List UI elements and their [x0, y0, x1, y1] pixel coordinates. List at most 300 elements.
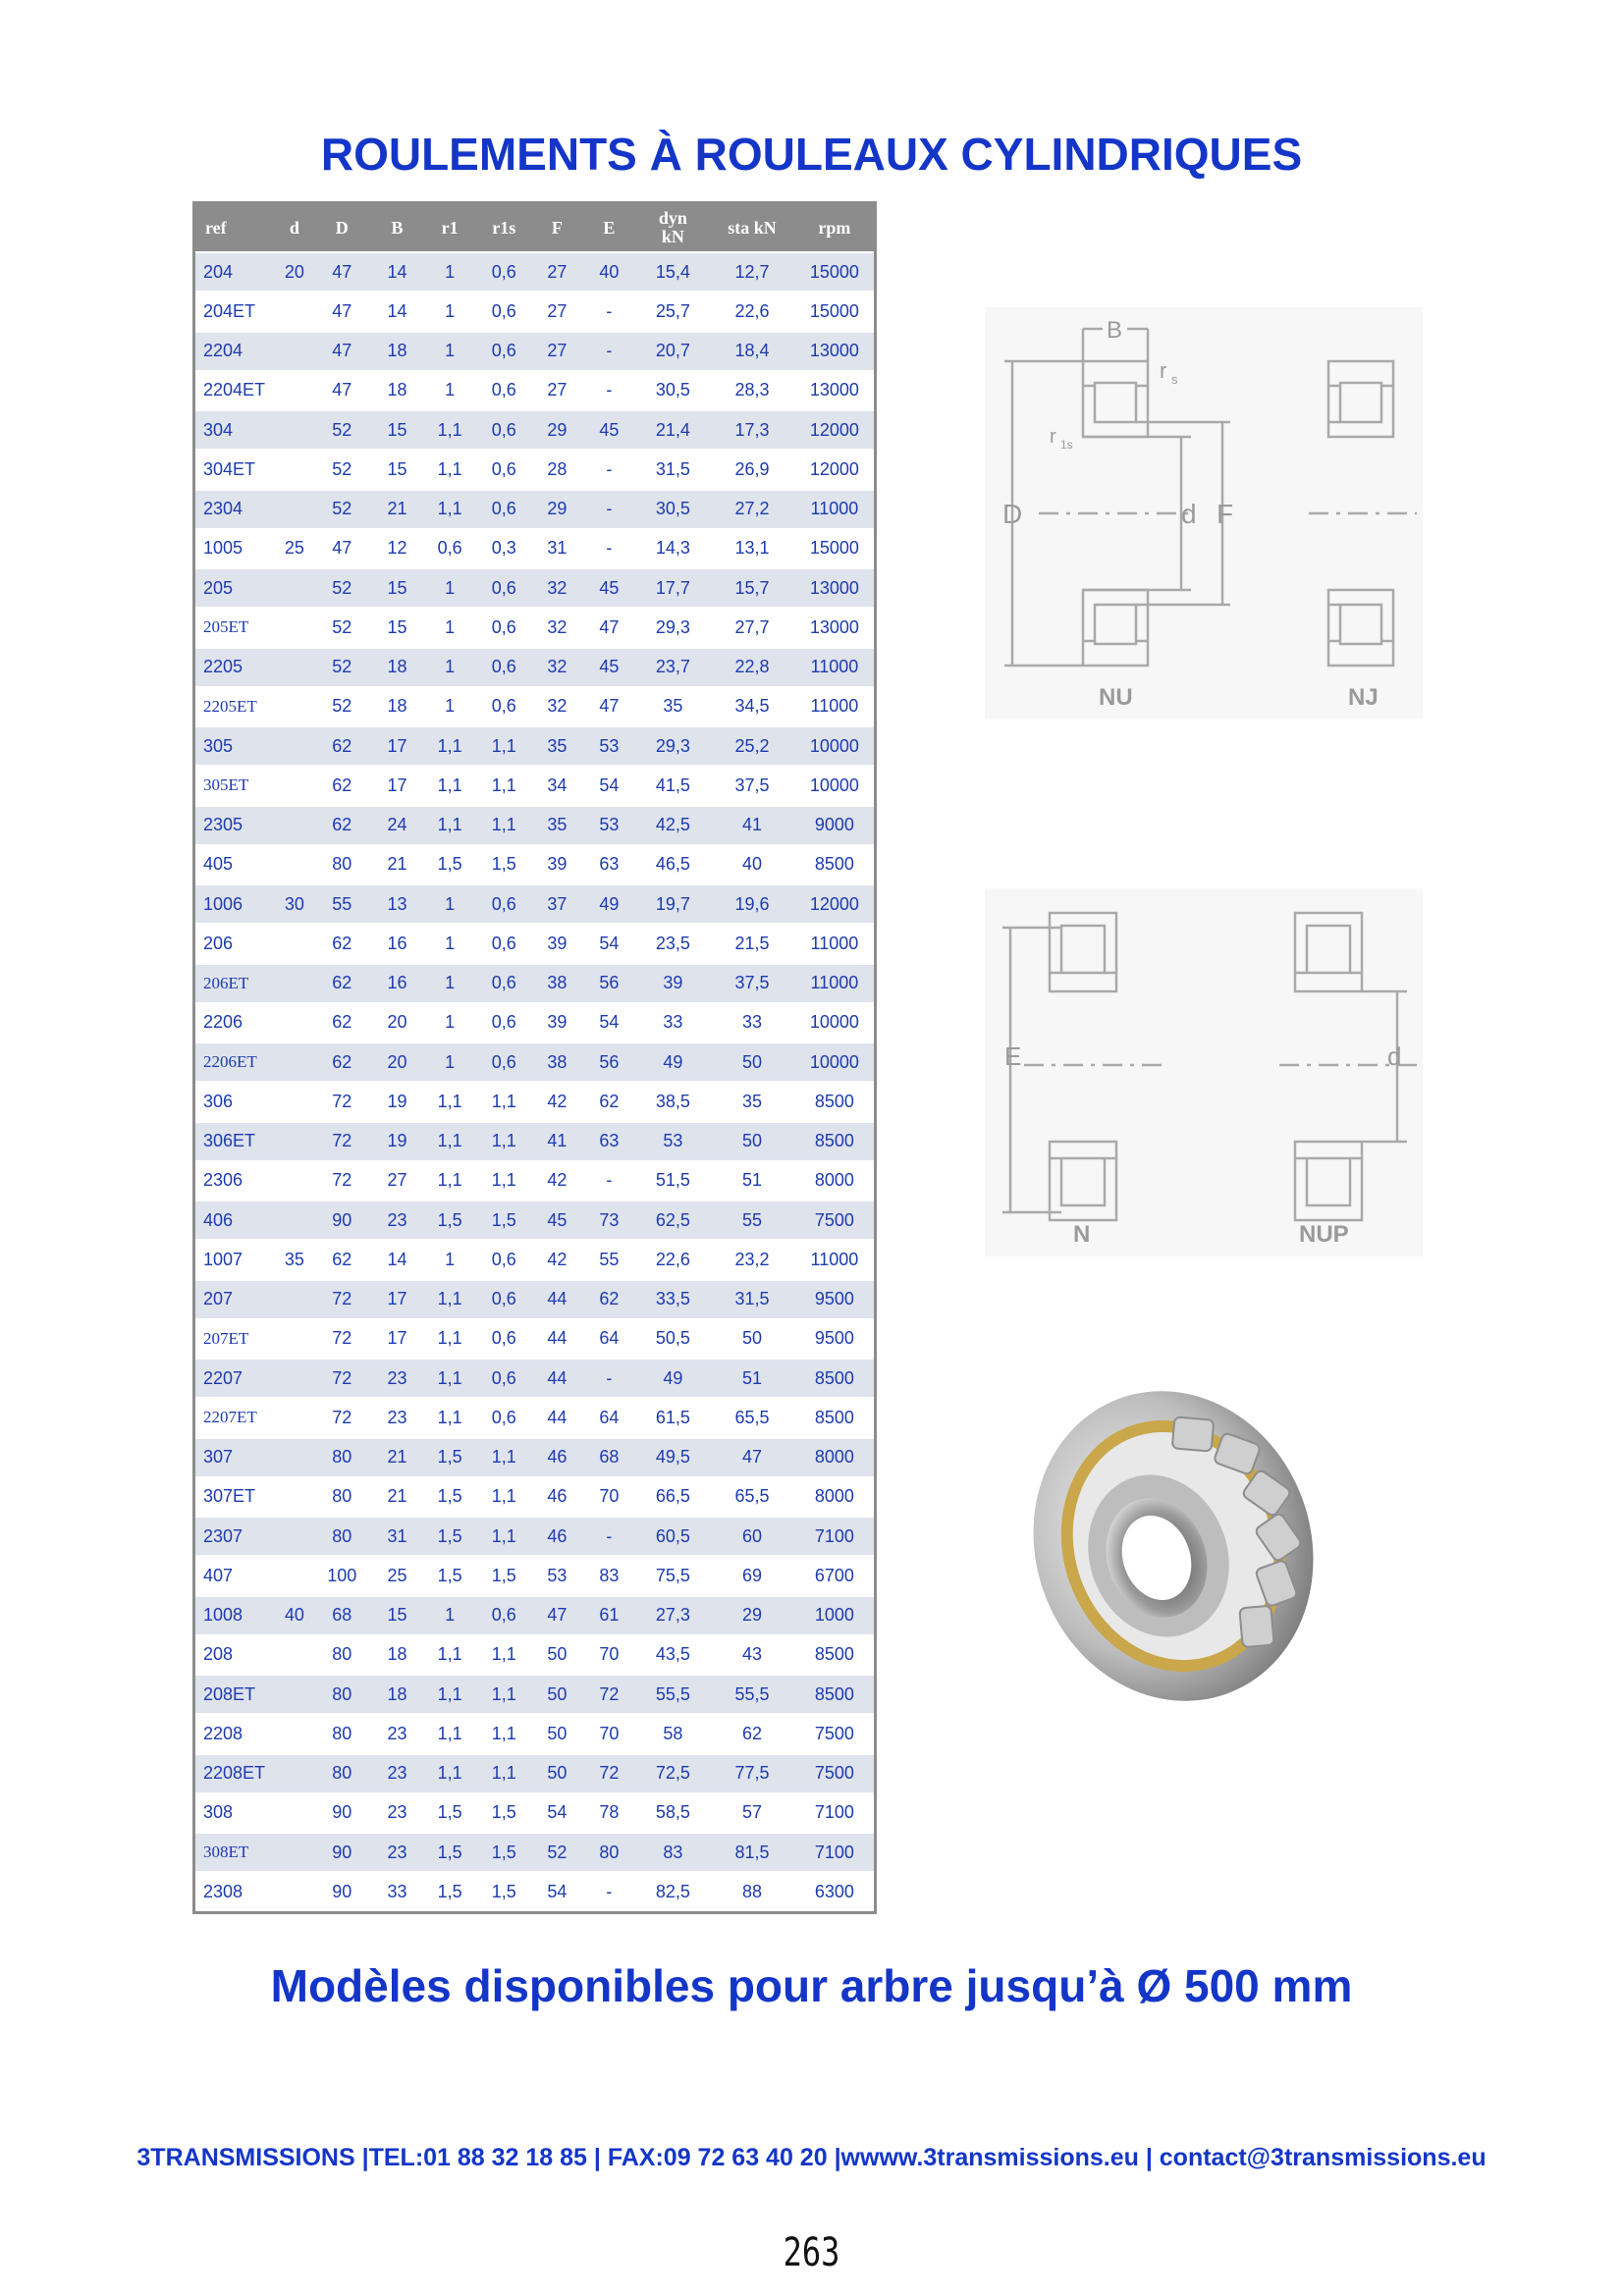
- table-cell: 47: [314, 292, 370, 331]
- label-D: D: [1002, 499, 1023, 529]
- cell-ref: 305ET: [195, 766, 275, 805]
- table-cell: 8500: [795, 1675, 874, 1714]
- table-cell: 60: [709, 1517, 794, 1556]
- table-cell: 1,5: [424, 1438, 475, 1477]
- table-cell: 1,5: [424, 1556, 475, 1595]
- table-cell: 82,5: [636, 1872, 709, 1910]
- table-cell: 41,5: [636, 766, 709, 805]
- table-cell: 0,6: [475, 252, 532, 292]
- table-cell: [275, 292, 314, 331]
- cell-ref: 407: [195, 1556, 275, 1595]
- table-cell: 12000: [795, 410, 874, 450]
- table-cell: 35: [275, 1240, 314, 1279]
- cell-ref: 2205ET: [195, 687, 275, 726]
- table-cell: 8500: [795, 1635, 874, 1675]
- table-cell: 45: [581, 648, 636, 687]
- table-cell: 50: [532, 1635, 581, 1675]
- table-cell: 1,1: [475, 1635, 532, 1675]
- table-cell: 9500: [795, 1319, 874, 1359]
- table-cell: 8500: [795, 845, 874, 884]
- table-cell: 54: [581, 766, 636, 805]
- table-cell: 51: [709, 1359, 794, 1398]
- table-cell: [275, 726, 314, 766]
- cell-ref: 306ET: [195, 1122, 275, 1161]
- table-cell: 72,5: [636, 1754, 709, 1793]
- table-cell: 1,5: [475, 1793, 532, 1833]
- page-title: ROULEMENTS À ROULEAUX CYLINDRIQUES: [320, 129, 1303, 180]
- table-cell: 53: [636, 1122, 709, 1161]
- table-cell: 8000: [795, 1438, 874, 1477]
- table-cell: 12000: [795, 450, 874, 489]
- table-cell: 17,3: [709, 410, 794, 450]
- table-cell: 1,1: [424, 726, 475, 766]
- table-cell: 28: [532, 450, 581, 489]
- table-cell: 6700: [795, 1556, 874, 1595]
- table-cell: 58: [636, 1714, 709, 1753]
- table-cell: 61: [581, 1596, 636, 1635]
- table-cell: 62,5: [636, 1201, 709, 1240]
- table-cell: 70: [581, 1635, 636, 1675]
- table-cell: 40: [581, 252, 636, 292]
- table-cell: [275, 1872, 314, 1910]
- label-d: d: [1181, 499, 1197, 529]
- table-cell: 10000: [795, 1003, 874, 1042]
- table-cell: 17: [370, 1280, 424, 1319]
- table-cell: 23,5: [636, 924, 709, 963]
- table-cell: 1,1: [424, 1675, 475, 1714]
- table-cell: 27,2: [709, 490, 794, 529]
- table-cell: 1,5: [424, 1201, 475, 1240]
- cell-ref: 406: [195, 1201, 275, 1240]
- table-cell: 1: [424, 371, 475, 410]
- table-cell: 55: [314, 884, 370, 924]
- nu-nj-diagram: [985, 307, 1423, 720]
- table-row: [195, 1714, 874, 1753]
- table-cell: 32: [532, 648, 581, 687]
- table-cell: 0,6: [475, 371, 532, 410]
- header-d: d: [275, 204, 314, 252]
- table-cell: [275, 1793, 314, 1833]
- label-d2: d: [1387, 1041, 1402, 1071]
- table-cell: 1,1: [424, 490, 475, 529]
- table-cell: 55,5: [636, 1675, 709, 1714]
- table-row: [195, 1596, 874, 1635]
- table-cell: 47: [581, 687, 636, 726]
- table-cell: 0,6: [475, 687, 532, 726]
- cell-ref: 205ET: [195, 608, 275, 647]
- table-cell: 50: [532, 1714, 581, 1753]
- page-number: 263: [783, 2230, 840, 2275]
- bearing-table: [192, 201, 877, 1914]
- cell-ref: 2208: [195, 1714, 275, 1753]
- table-cell: 19,6: [709, 884, 794, 924]
- table-cell: 18: [370, 371, 424, 410]
- cell-ref: 206ET: [195, 964, 275, 1003]
- cell-ref: 1008: [195, 1596, 275, 1635]
- table-cell: 33: [636, 1003, 709, 1042]
- table-cell: 11000: [795, 648, 874, 687]
- table-cell: 56: [581, 964, 636, 1003]
- table-cell: 0,6: [475, 450, 532, 489]
- table-cell: 40: [709, 845, 794, 884]
- table-cell: 80: [314, 1635, 370, 1675]
- table-cell: 81,5: [709, 1833, 794, 1872]
- table-cell: 45: [581, 410, 636, 450]
- table-cell: 41: [709, 806, 794, 845]
- table-cell: 10000: [795, 766, 874, 805]
- table-cell: 1000: [795, 1596, 874, 1635]
- table-cell: 47: [581, 608, 636, 647]
- table-cell: 23: [370, 1793, 424, 1833]
- table-cell: 51,5: [636, 1161, 709, 1201]
- table-cell: 10000: [795, 726, 874, 766]
- table-cell: 0,6: [475, 1240, 532, 1279]
- table-cell: [275, 1201, 314, 1240]
- cell-ref: 1006: [195, 884, 275, 924]
- table-cell: 20,7: [636, 332, 709, 371]
- table-cell: 62: [581, 1280, 636, 1319]
- table-row: [195, 845, 874, 884]
- table-cell: 54: [581, 1003, 636, 1042]
- table-cell: 1,1: [475, 1714, 532, 1753]
- table-row: [195, 1280, 874, 1319]
- table-cell: 49: [636, 1359, 709, 1398]
- table-cell: 15000: [795, 529, 874, 568]
- table-cell: 1: [424, 1003, 475, 1042]
- bearing-photo: [1011, 1369, 1355, 1713]
- label-rs-sub: s: [1171, 372, 1178, 387]
- table-row: [195, 529, 874, 568]
- table-cell: [275, 1438, 314, 1477]
- table-cell: 72: [581, 1754, 636, 1793]
- table-row: [195, 1161, 874, 1201]
- table-row: [195, 1793, 874, 1833]
- table-cell: 0,6: [475, 1319, 532, 1359]
- table-cell: 46: [532, 1517, 581, 1556]
- table-cell: 62: [314, 964, 370, 1003]
- table-cell: 46,5: [636, 845, 709, 884]
- table-cell: 72: [314, 1161, 370, 1201]
- table-cell: 50: [532, 1675, 581, 1714]
- cell-ref: 204: [195, 252, 275, 292]
- table-row: [195, 964, 874, 1003]
- table-cell: 29,3: [636, 726, 709, 766]
- table-cell: 1,5: [424, 1793, 475, 1833]
- table-cell: 62: [314, 766, 370, 805]
- header-r1s: r1s: [475, 204, 532, 252]
- table-cell: 23: [370, 1714, 424, 1753]
- cell-ref: 2207: [195, 1359, 275, 1398]
- table-cell: 90: [314, 1201, 370, 1240]
- table-cell: 13000: [795, 608, 874, 647]
- table-cell: 32: [532, 568, 581, 608]
- table-cell: 34,5: [709, 687, 794, 726]
- table-cell: 8000: [795, 1477, 874, 1517]
- table-cell: 1: [424, 964, 475, 1003]
- table-cell: -: [581, 529, 636, 568]
- cell-ref: 2306: [195, 1161, 275, 1201]
- table-cell: 28,3: [709, 371, 794, 410]
- table-cell: 52: [314, 410, 370, 450]
- table-cell: -: [581, 1872, 636, 1910]
- cell-ref: 305: [195, 726, 275, 766]
- table-cell: 1: [424, 687, 475, 726]
- table-cell: 1,5: [424, 1477, 475, 1517]
- table-cell: 33: [370, 1872, 424, 1910]
- table-cell: 21,5: [709, 924, 794, 963]
- table-cell: 53: [581, 726, 636, 766]
- table-row: [195, 1359, 874, 1398]
- table-cell: 44: [532, 1280, 581, 1319]
- table-cell: 55: [709, 1201, 794, 1240]
- cell-ref: 2304: [195, 490, 275, 529]
- cell-ref: 1007: [195, 1240, 275, 1279]
- table-cell: [275, 1635, 314, 1675]
- table-cell: 0,6: [475, 1359, 532, 1398]
- table-cell: 11000: [795, 490, 874, 529]
- table-cell: 52: [314, 687, 370, 726]
- table-cell: 15: [370, 608, 424, 647]
- table-cell: 60,5: [636, 1517, 709, 1556]
- table-row: [195, 1240, 874, 1279]
- table-row: [195, 1477, 874, 1517]
- table-cell: 25,2: [709, 726, 794, 766]
- table-cell: 25: [275, 529, 314, 568]
- table-cell: 35: [532, 806, 581, 845]
- table-cell: 68: [314, 1596, 370, 1635]
- table-cell: 27,3: [636, 1596, 709, 1635]
- table-cell: 1,1: [475, 1675, 532, 1714]
- table-cell: 13000: [795, 371, 874, 410]
- table-cell: 1,1: [424, 766, 475, 805]
- table-cell: 72: [314, 1398, 370, 1437]
- table-cell: 55: [581, 1240, 636, 1279]
- table-cell: [275, 1161, 314, 1201]
- table-row: [195, 648, 874, 687]
- table-cell: 0,6: [475, 1003, 532, 1042]
- table-cell: 62: [314, 726, 370, 766]
- table-cell: 0,3: [475, 529, 532, 568]
- table-cell: 37,5: [709, 766, 794, 805]
- table-cell: 50,5: [636, 1319, 709, 1359]
- table-cell: -: [581, 1517, 636, 1556]
- table-row: [195, 1438, 874, 1477]
- table-cell: 1,5: [424, 1517, 475, 1556]
- table-row: [195, 410, 874, 450]
- table-cell: 80: [314, 1438, 370, 1477]
- table-cell: 23: [370, 1754, 424, 1793]
- table-cell: 15000: [795, 252, 874, 292]
- table-cell: 1,5: [475, 1872, 532, 1910]
- table-cell: 11000: [795, 1240, 874, 1279]
- cell-ref: 2307: [195, 1517, 275, 1556]
- table-cell: 52: [314, 608, 370, 647]
- label-N: N: [1073, 1221, 1091, 1248]
- cell-ref: 206: [195, 924, 275, 963]
- table-cell: 0,6: [475, 292, 532, 331]
- table-cell: 88: [709, 1872, 794, 1910]
- table-cell: 8500: [795, 1398, 874, 1437]
- table-cell: [275, 845, 314, 884]
- table-cell: 14: [370, 292, 424, 331]
- table-cell: 65,5: [709, 1477, 794, 1517]
- table-cell: 31: [532, 529, 581, 568]
- cell-ref: 2206ET: [195, 1042, 275, 1082]
- table-cell: 1,1: [475, 1082, 532, 1121]
- table-cell: 23: [370, 1201, 424, 1240]
- table-row: [195, 884, 874, 924]
- table-cell: [275, 1042, 314, 1082]
- table-cell: -: [581, 371, 636, 410]
- table-cell: 7500: [795, 1714, 874, 1753]
- table-cell: 1,5: [475, 1556, 532, 1595]
- table-cell: 1,1: [424, 1398, 475, 1437]
- table-cell: 18: [370, 687, 424, 726]
- table-cell: [275, 964, 314, 1003]
- table-cell: 0,6: [475, 568, 532, 608]
- table-cell: 1,1: [475, 806, 532, 845]
- table-cell: 25,7: [636, 292, 709, 331]
- table-cell: 1,1: [424, 450, 475, 489]
- table-cell: 19: [370, 1122, 424, 1161]
- table-cell: [275, 1675, 314, 1714]
- table-row: [195, 1675, 874, 1714]
- table-cell: 0,6: [475, 1596, 532, 1635]
- table-cell: 32: [532, 608, 581, 647]
- cell-ref: 304: [195, 410, 275, 450]
- table-cell: [275, 766, 314, 805]
- table-cell: 58,5: [636, 1793, 709, 1833]
- table-cell: 29: [709, 1596, 794, 1635]
- table-cell: 35: [709, 1082, 794, 1121]
- table-cell: 72: [314, 1319, 370, 1359]
- table-cell: 75,5: [636, 1556, 709, 1595]
- table-cell: 100: [314, 1556, 370, 1595]
- table-cell: 1,1: [475, 726, 532, 766]
- table-cell: 17: [370, 766, 424, 805]
- table-cell: 80: [314, 1754, 370, 1793]
- table-row: [195, 1872, 874, 1910]
- table-cell: 44: [532, 1319, 581, 1359]
- table-cell: 0,6: [424, 529, 475, 568]
- table-cell: 15,7: [709, 568, 794, 608]
- table-row: [195, 1201, 874, 1240]
- table-cell: 8000: [795, 1161, 874, 1201]
- table-cell: 1,1: [475, 1477, 532, 1517]
- table-header-row: [195, 204, 874, 252]
- table-cell: 47: [314, 252, 370, 292]
- table-row: [195, 1833, 874, 1872]
- table-cell: 7500: [795, 1754, 874, 1793]
- table-cell: 72: [581, 1675, 636, 1714]
- table-cell: [275, 1754, 314, 1793]
- table-cell: -: [581, 292, 636, 331]
- table-cell: 1,1: [424, 1161, 475, 1201]
- table-row: [195, 726, 874, 766]
- table-cell: 1,1: [424, 1635, 475, 1675]
- table-cell: 64: [581, 1319, 636, 1359]
- table-cell: [275, 1122, 314, 1161]
- table-cell: 1,1: [424, 1754, 475, 1793]
- table-cell: [275, 371, 314, 410]
- table-cell: 80: [314, 1675, 370, 1714]
- label-E: E: [1004, 1041, 1022, 1071]
- table-cell: 78: [581, 1793, 636, 1833]
- cell-ref: 307: [195, 1438, 275, 1477]
- table-row: [195, 806, 874, 845]
- table-cell: 7100: [795, 1793, 874, 1833]
- label-r1s-sub: 1s: [1060, 438, 1073, 452]
- table-cell: 49: [581, 884, 636, 924]
- table-row: [195, 924, 874, 963]
- cell-ref: 204ET: [195, 292, 275, 331]
- table-cell: 62: [314, 806, 370, 845]
- table-row: [195, 252, 874, 292]
- table-cell: -: [581, 1359, 636, 1398]
- table-cell: [275, 1833, 314, 1872]
- header-dyn: dyn kN: [636, 204, 709, 252]
- table-cell: 50: [709, 1042, 794, 1082]
- table-cell: 0,6: [475, 924, 532, 963]
- table-cell: 22,6: [636, 1240, 709, 1279]
- table-cell: 47: [532, 1596, 581, 1635]
- table-row: [195, 1754, 874, 1793]
- contact-footer: 3TRANSMISSIONS |TEL:01 88 32 18 85 | FAX:09 72 63 40 20 |wwww.3transmissions.eu | contact@3transmissions.eu: [136, 2144, 1487, 2171]
- table-cell: 65,5: [709, 1398, 794, 1437]
- table-cell: 1: [424, 924, 475, 963]
- table-cell: 1: [424, 648, 475, 687]
- table-cell: 11000: [795, 964, 874, 1003]
- table-cell: 1,1: [475, 1438, 532, 1477]
- table-cell: 19,7: [636, 884, 709, 924]
- table-cell: 44: [532, 1398, 581, 1437]
- table-cell: 8500: [795, 1122, 874, 1161]
- table-cell: 62: [709, 1714, 794, 1753]
- table-cell: 27: [532, 252, 581, 292]
- table-cell: 14: [370, 1240, 424, 1279]
- table-cell: 0,6: [475, 1042, 532, 1082]
- table-cell: 42,5: [636, 806, 709, 845]
- table-cell: 23: [370, 1359, 424, 1398]
- table-cell: 35: [532, 726, 581, 766]
- table-cell: 13000: [795, 568, 874, 608]
- label-B: B: [1107, 317, 1123, 344]
- availability-note: Modèles disponibles pour arbre jusqu’à Ø 500 mm: [270, 1960, 1353, 2011]
- table-cell: [275, 1714, 314, 1753]
- table-cell: 34: [532, 766, 581, 805]
- table-row: [195, 1003, 874, 1042]
- cell-ref: 306: [195, 1082, 275, 1121]
- table-cell: 23: [370, 1398, 424, 1437]
- header-B: B: [370, 204, 424, 252]
- table-cell: 72: [314, 1082, 370, 1121]
- table-cell: 31: [370, 1517, 424, 1556]
- table-cell: 61,5: [636, 1398, 709, 1437]
- table-cell: 83: [581, 1556, 636, 1595]
- table-cell: 43,5: [636, 1635, 709, 1675]
- cell-ref: 2207ET: [195, 1398, 275, 1437]
- table-cell: 1,1: [424, 806, 475, 845]
- table-row: [195, 687, 874, 726]
- table-cell: 62: [581, 1082, 636, 1121]
- table-cell: [275, 687, 314, 726]
- cell-ref: 308ET: [195, 1833, 275, 1872]
- table-cell: 18,4: [709, 332, 794, 371]
- table-cell: 0,6: [475, 608, 532, 647]
- table-cell: [275, 1556, 314, 1595]
- table-cell: 62: [314, 1042, 370, 1082]
- table-row: [195, 1042, 874, 1082]
